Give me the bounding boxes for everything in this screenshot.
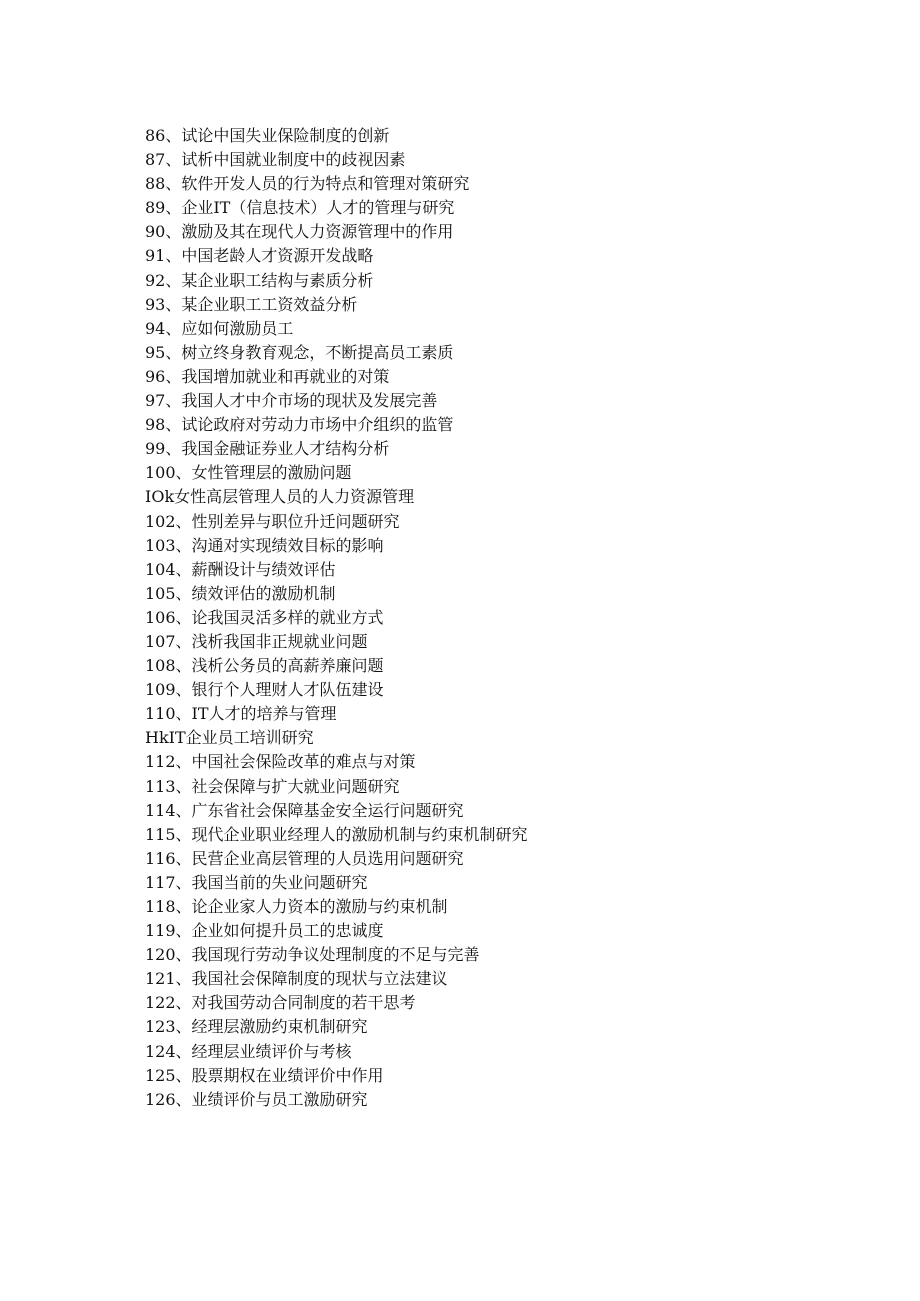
list-item: 103、沟通对实现绩效目标的影响 — [145, 535, 384, 555]
list-item: 123、经理层激励约束机制研究 — [145, 1017, 368, 1037]
list-item: 95、树立终身教育观念，不断提高员工素质 — [145, 342, 454, 362]
list-item: 88、软件开发人员的行为特点和管理对策研究 — [145, 174, 470, 194]
list-item: 91、中国老龄人才资源开发战略 — [145, 246, 374, 266]
list-item: 102、性别差异与职位升迁问题研究 — [145, 511, 400, 531]
list-item: 92、某企业职工结构与素质分析 — [145, 270, 374, 290]
list-item: 86、试论中国失业保险制度的创新 — [145, 126, 390, 145]
list-item: 126、业绩评价与员工激励研究 — [145, 1089, 368, 1109]
list-item: 107、浅析我国非正规就业问题 — [145, 631, 368, 651]
list-item: 99、我国金融证券业人才结构分析 — [145, 439, 390, 459]
list-item: 105、绩效评估的激励机制 — [145, 583, 336, 603]
list-item: 120、我国现行劳动争议处理制度的不足与完善 — [145, 945, 480, 965]
list-item: 97、我国人才中介市场的现状及发展完善 — [145, 391, 438, 411]
list-item: 118、论企业家人力资本的激励与约束机制 — [145, 897, 448, 916]
list-item: 121、我国社会保障制度的现状与立法建议 — [145, 969, 448, 989]
list-item: 100、女性管理层的激励问题 — [145, 463, 352, 483]
list-item: 94、应如何激励员工 — [145, 318, 294, 338]
list-item: 90、激励及其在现代人力资源管理中的作用 — [145, 222, 454, 242]
list-item: IOk女性高层管理人员的人力资源管理 — [145, 487, 415, 507]
list-item: 108、浅析公务员的高薪养廉问题 — [145, 656, 384, 676]
list-item: 113、社会保障与扩大就业问题研究 — [145, 776, 400, 796]
list-item: 115、现代企业职业经理人的激励机制与约束机制研究 — [145, 824, 528, 844]
list-item: 104、薪酬设计与绩效评估 — [145, 559, 336, 579]
list-item: 114、广东省社会保障基金安全运行问题研究 — [145, 800, 464, 820]
list-item: 87、试析中国就业制度中的歧视因素 — [145, 150, 406, 170]
list-item: 117、我国当前的失业问题研究 — [145, 872, 368, 892]
list-item: 109、银行个人理财人才队伍建设 — [145, 680, 384, 700]
list-item: 125、股票期权在业绩评价中作用 — [145, 1065, 384, 1085]
list-item: 96、我国增加就业和再就业的对策 — [145, 366, 390, 386]
list-item: 122、对我国劳动合同制度的若干思考 — [145, 993, 416, 1013]
list-item: 89、企业IT（信息技术）人才的管理与研究 — [145, 198, 455, 218]
list-item: HkIT企业员工培训研究 — [145, 728, 314, 748]
list-item: 110、IT人才的培养与管理 — [145, 704, 337, 724]
list-item: 112、中国社会保险改革的难点与对策 — [145, 752, 416, 772]
list-item: 124、经理层业绩评价与考核 — [145, 1041, 352, 1061]
list-item: 98、试论政府对劳动力市场中介组织的监管 — [145, 415, 454, 435]
list-item: 106、论我国灵活多样的就业方式 — [145, 607, 384, 627]
list-item: 116、民营企业高层管理的人员选用问题研究 — [145, 848, 464, 868]
list-item: 119、企业如何提升员工的忠诚度 — [145, 921, 384, 941]
list-item: 93、某企业职工工资效益分析 — [145, 294, 358, 314]
topic-list — [145, 124, 528, 1112]
